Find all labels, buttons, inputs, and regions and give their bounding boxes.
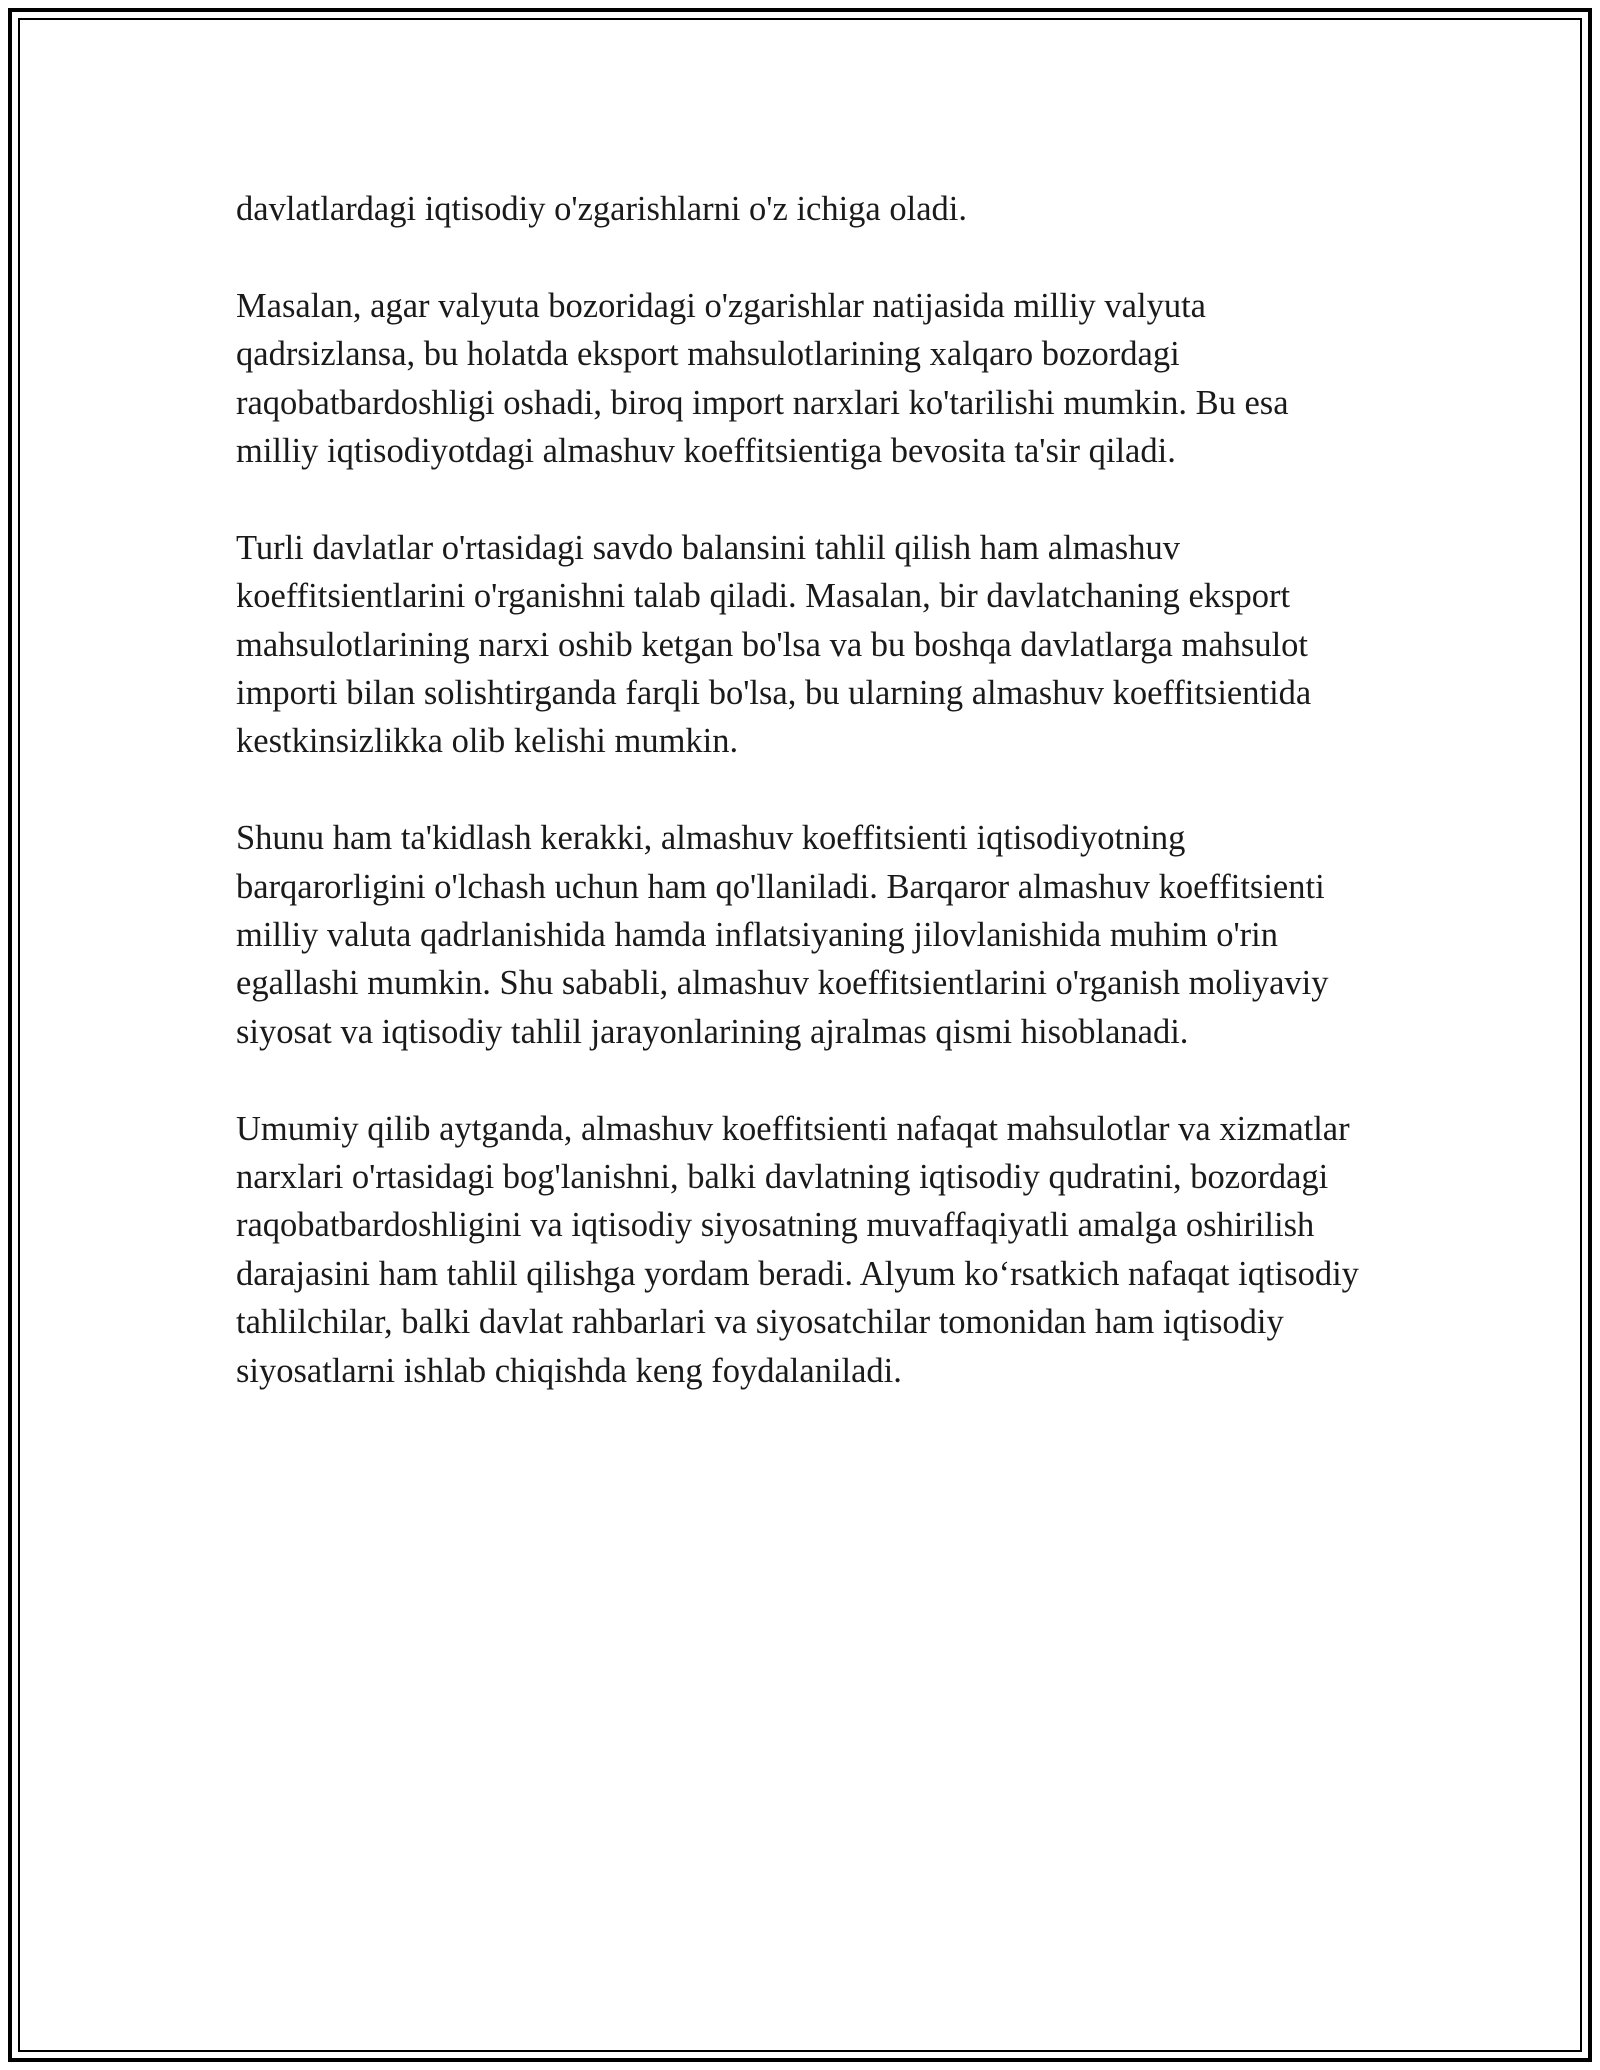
paragraph-3: Turli davlatlar o'rtasidagi savdo balansini tahlil qilish ham almashuv koeffitsientlarini o'rganishni talab qiladi. Masalan, bir davlatchaning eksport mahsulotlarining narxi oshib ketgan bo'lsa va bu boshqa davlatlarga mahsulot importi bilan solishtirganda farqli bo'lsa, bu ularning almashuv koeffitsientida kestkinsizlikka olib kelishi mumkin. bbox=[236, 528, 1312, 761]
paragraph-4: Shunu ham ta'kidlash kerakki, almashuv koeffitsienti iqtisodiyotning barqarorligini o'lchash uchun ham qo'llaniladi. Barqaror almashuv koeffitsienti milliy valuta qadrlanishida hamda inflatsiyaning jilovlanishida muhim o'rin egallashi mumkin. Shu sababli, almashuv koeffitsientlarini o'rganish moliyaviy siyosat va iqtisodiy tahlil jarayonlarining ajralmas qismi hisoblanadi. bbox=[236, 819, 1329, 1051]
document-body bbox=[236, 185, 1366, 1443]
paragraph-5: Umumiy qilib aytganda, almashuv koeffitsienti nafaqat mahsulotlar va xizmatlar narxlari o'rtasidagi bog'lanishni, balki davlatning iqtisodiy qudratini, bozordagi raqobatbardoshligini va iqtisodiy siyosatning muvaffaqiyatli amalga oshirilish darajasini ham tahlil qilishga yordam beradi. Alyum ko‘rsatkich nafaqat iqtisodiy tahlilchilar, balki davlat rahbarlari va siyosatchilar tomonidan ham iqtisodiy siyosatlarni ishlab chiqishda keng foydalaniladi. bbox=[236, 1109, 1359, 1390]
paragraph-1: davlatlardagi iqtisodiy o'zgarishlarni o'z ichiga oladi. bbox=[236, 190, 967, 228]
paragraph-2: Masalan, agar valyuta bozoridagi o'zgarishlar natijasida milliy valyuta qadrsizlansa, bu holatda eksport mahsulotlarining xalqaro bozordagi raqobatbardoshligi oshadi, biroq import narxlari ko'tarilishi mumkin. Bu esa milliy iqtisodiyotdagi almashuv koeffitsientiga bevosita ta'sir qiladi. bbox=[236, 286, 1289, 471]
